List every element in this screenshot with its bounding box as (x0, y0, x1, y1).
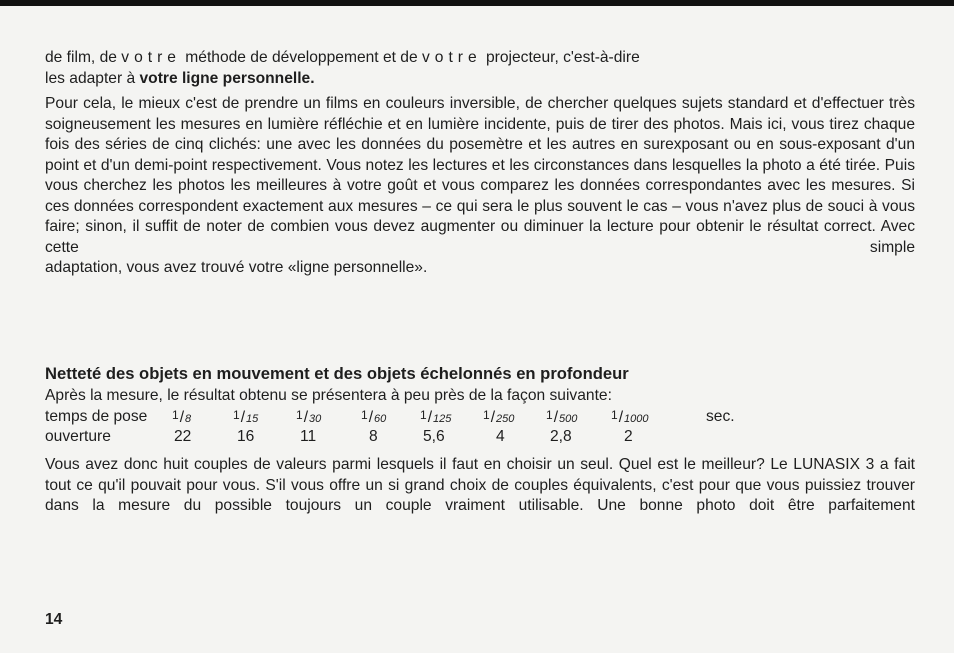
time-value: 1/250 (483, 408, 515, 426)
aperture-value: 11 (300, 428, 317, 445)
paragraph-choice (45, 455, 915, 537)
aperture-value: 5,6 (423, 428, 445, 445)
bold-phrase: votre ligne personnelle. (139, 69, 315, 87)
table-intro: Après la mesure, le résultat obtenu se présentera à peu près de la façon suivante: (45, 387, 612, 404)
aperture-value: 2,8 (550, 428, 572, 445)
time-value: 1/500 (546, 408, 578, 426)
paragraph-method-body: Pour cela, le mieux c'est de prendre un films en couleurs inversible, de chercher quelques sujets standard et d'effectuer très soigneusement les mesures en lumière réfléchie et en lumière incidente, puis de tirer des photos. Mais ici, vous tirez chaque fois des séries de cinq clichés: une avec les données du posemètre et les autres en surexposant ou en sous-exposant d'un point et d'un demi-point respectivement. Vous notez les lectures et les circonstances dans lesquelles la photo a été tirée. Puis vous cherchez les photos les meilleures à votre goût et vous comparez les données correspondantes avec les mesures. Si ces données correspondent exactement aux mesures – ce qui sera le plus souvent le cas – vous n'avez plus de souci à vous faire; sinon, il suffit de noter de combien vous devez augmenter ou diminuer la lecture pour obtenir le résultat correct. Avec cette simple (45, 95, 915, 256)
section-heading: Netteté des objets en mouvement et des objets échelonnés en profondeur (45, 364, 629, 383)
aperture-value: 22 (174, 428, 192, 445)
time-value: 1/60 (361, 408, 387, 426)
label-exposure-time: temps de pose (45, 408, 148, 425)
paragraph-method (45, 94, 915, 279)
aperture-value: 2 (624, 428, 633, 445)
time-value: 1/1000 (611, 408, 649, 426)
time-value: 1/8 (172, 408, 192, 426)
label-aperture: ouverture (45, 428, 111, 445)
aperture-value: 8 (369, 428, 378, 445)
time-value: 1/30 (296, 408, 322, 426)
paragraph-method-last-line: adaptation, vous avez trouvé votre «ligne personnelle». (45, 259, 428, 276)
paragraph-line-2: les adapter à votre ligne personnelle. (45, 69, 315, 87)
paragraph-line-1: de film, de votre méthode de développement et de votre projecteur, c'est-à-dire (45, 49, 640, 66)
paragraph-continuation (45, 48, 915, 89)
page-number: 14 (45, 611, 63, 628)
emphasis-votre-2: votre (421, 49, 482, 66)
unit-seconds: sec. (706, 408, 735, 425)
emphasis-votre-1: votre (121, 49, 181, 66)
aperture-value: 16 (237, 428, 255, 445)
time-value: 1/15 (233, 408, 259, 426)
paragraph-choice-body: Vous avez donc huit couples de valeurs parmi lesquels il faut en choisir un seul. Quel est le meilleur? Le LUNASIX 3 a fait tout ce qu'il pouvait pour vous. S'il vous offre un si grand choix de couples équivalents, c'est pour que vous puissiez trouver dans la mesure du possible toujours un couple vraiment utilisable. Une bonne photo doit être parfaitement (45, 456, 915, 514)
time-value: 1/125 (420, 408, 452, 426)
aperture-value: 4 (496, 428, 505, 445)
